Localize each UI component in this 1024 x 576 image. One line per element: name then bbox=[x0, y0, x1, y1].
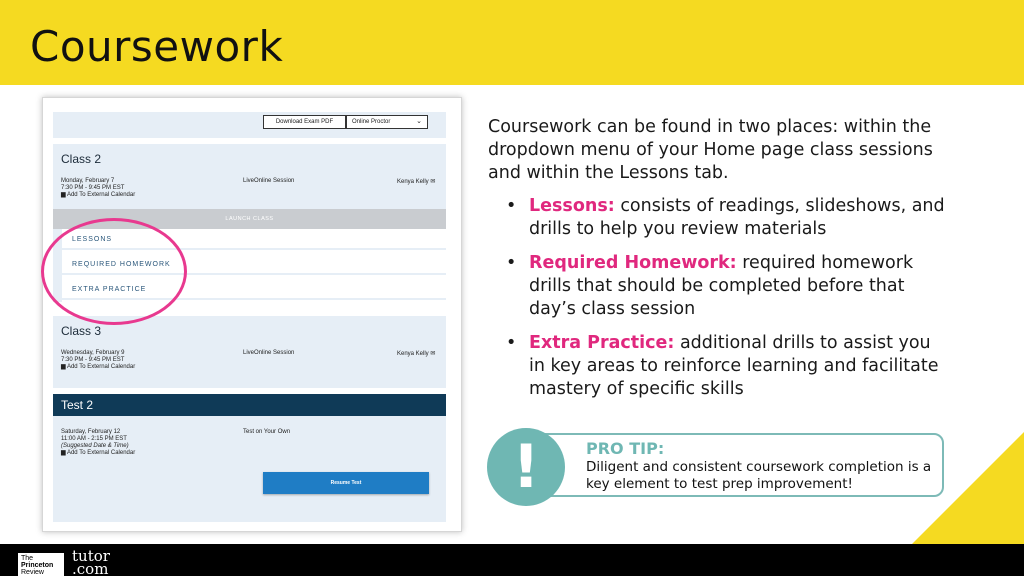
logo-line: .com bbox=[72, 560, 109, 576]
exclamation-icon: ! bbox=[487, 428, 565, 506]
test-2-calendar-label: Add To External Calendar bbox=[66, 450, 136, 456]
dropdown-required-homework[interactable]: REQUIRED HOMEWORK bbox=[62, 254, 446, 275]
mail-icon: ✉ bbox=[430, 351, 436, 357]
test-2-card bbox=[53, 416, 446, 522]
test-2-calendar-link[interactable]: ▆ Add To External Calendar bbox=[61, 450, 136, 456]
class-3-date: Wednesday, February 9 bbox=[61, 350, 125, 356]
test-2-suggested-note: (Suggested Date & Time) bbox=[61, 443, 129, 449]
class-2-teacher[interactable] bbox=[397, 178, 435, 185]
dashboard-toolbar bbox=[53, 112, 446, 138]
proctor-select-value: Online Proctor bbox=[352, 119, 391, 125]
resume-test-button[interactable]: Resume Test bbox=[263, 472, 429, 494]
bullet-term: Extra Practice: bbox=[529, 333, 675, 353]
class-2-calendar-label: Add To External Calendar bbox=[66, 192, 136, 198]
test-2-header: Test 2 bbox=[53, 394, 446, 416]
test-2-type: Test on Your Own bbox=[243, 429, 291, 435]
coursework-types-list bbox=[506, 195, 946, 412]
class-2-session-type: LiveOnline Session bbox=[243, 178, 295, 184]
class-2-title: Class 2 bbox=[61, 152, 102, 166]
bullet-extra-practice bbox=[506, 332, 946, 401]
class-2-schedule bbox=[61, 178, 135, 199]
pro-tip-title: PRO TIP: bbox=[586, 439, 665, 458]
logo-line: tutor bbox=[72, 547, 110, 565]
class-3-schedule bbox=[61, 350, 135, 371]
logo-line: Review bbox=[21, 569, 44, 576]
intro-text: Coursework can be found in two places: within the dropdown menu of your Home page class sessions and within the Lessons tab. bbox=[488, 117, 933, 183]
test-2-schedule bbox=[61, 429, 135, 457]
dropdown-lessons[interactable]: LESSONS bbox=[62, 229, 446, 250]
class-3-teacher-name: Kenya Kelly bbox=[397, 351, 429, 357]
launch-class-button[interactable]: LAUNCH CLASS bbox=[53, 209, 446, 229]
bullet-required-homework bbox=[506, 252, 946, 321]
class-3-session-type: LiveOnline Session bbox=[243, 350, 295, 356]
bullet-text: required homework drills that should be completed before that day’s class session bbox=[529, 253, 914, 319]
logo-line: Princeton bbox=[21, 562, 54, 569]
tutor-com-logo bbox=[72, 547, 110, 576]
class-3-calendar-link[interactable]: ▆ Add To External Calendar bbox=[61, 364, 136, 370]
dropdown-extra-practice[interactable]: EXTRA PRACTICE bbox=[62, 279, 446, 300]
class-3-card[interactable] bbox=[53, 316, 446, 388]
bullet-term: Required Homework: bbox=[529, 253, 737, 273]
bullet-text: consists of readings, slideshows, and drills to help you review materials bbox=[529, 196, 945, 239]
class-2-time: 7:30 PM - 9:45 PM EST bbox=[61, 185, 125, 191]
class-2-teacher-name: Kenya Kelly bbox=[397, 179, 429, 185]
footer-bar bbox=[0, 544, 1024, 576]
pro-tip-text: Diligent and consistent coursework completion is a key element to test prep improvement! bbox=[586, 459, 932, 492]
class-2-calendar-link[interactable]: ▆ Add To External Calendar bbox=[61, 192, 136, 198]
class-3-time: 7:30 PM - 9:45 PM EST bbox=[61, 357, 125, 363]
logo-line: The bbox=[21, 555, 34, 562]
mail-icon: ✉ bbox=[430, 179, 436, 185]
chevron-down-icon: ⌄ bbox=[416, 118, 422, 125]
princeton-review-logo bbox=[18, 553, 64, 576]
download-exam-pdf-button[interactable]: Download Exam PDF bbox=[263, 115, 346, 129]
proctor-select[interactable] bbox=[346, 115, 428, 129]
bullet-term: Lessons: bbox=[529, 196, 615, 216]
test-2-date: Saturday, February 12 bbox=[61, 429, 121, 435]
slide-title: Coursework bbox=[30, 22, 284, 71]
class-3-title: Class 3 bbox=[61, 324, 102, 338]
class-2-date: Monday, February 7 bbox=[61, 178, 115, 184]
bullet-lessons bbox=[506, 195, 946, 241]
class-3-teacher[interactable] bbox=[397, 350, 435, 357]
class-3-calendar-label: Add To External Calendar bbox=[66, 364, 136, 370]
dropdown-highlight-circle bbox=[41, 218, 187, 325]
bullet-text: additional drills to assist you in key areas to reinforce learning and facilitate mastery of specific skills bbox=[529, 333, 939, 399]
test-2-time: 11:00 AM - 2:15 PM EST bbox=[61, 436, 127, 442]
